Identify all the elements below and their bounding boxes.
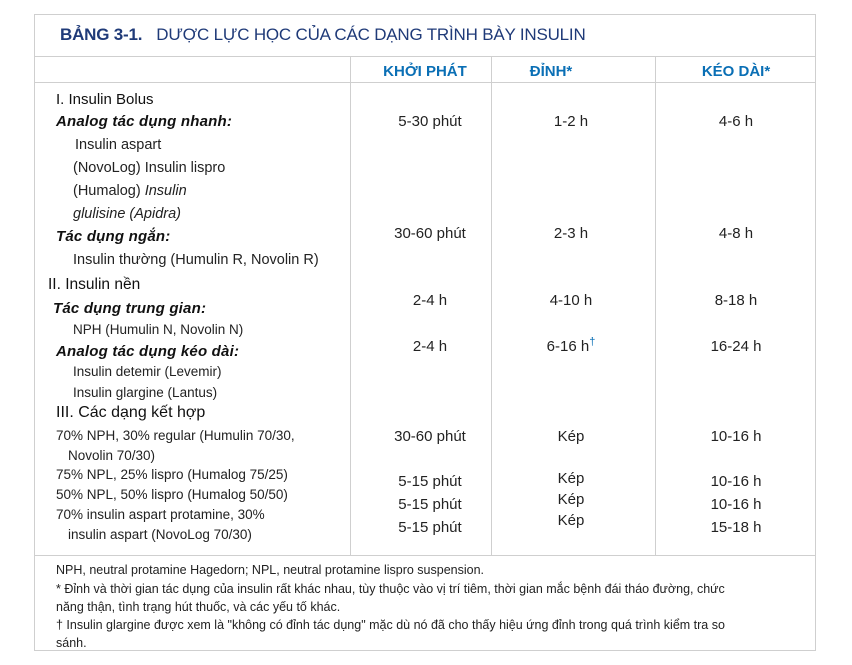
footnote-dagger-line-2: sánh. (56, 636, 87, 650)
long-peak-cell (511, 338, 631, 355)
long-line-1: Insulin detemir (Levemir) (73, 364, 222, 379)
column-divider-1 (350, 57, 351, 555)
header-onset: KHỞI PHÁT (383, 63, 467, 80)
combo-row-3-peak: Kép (557, 491, 585, 508)
combo-row-4-onset: 5-15 phút (398, 519, 462, 536)
rapid-duration: 4-6 h (718, 113, 754, 130)
intermediate-onset: 2-4 h (412, 292, 448, 309)
footnote-star-line-2: năng thận, tình trạng hút thuốc, và các yếu tố khác. (56, 600, 341, 614)
section-combo-heading: III. Các dạng kết hợp (56, 404, 206, 421)
combo-row-2-onset: 5-15 phút (398, 473, 462, 490)
header-duration: KÉO DÀI* (701, 63, 771, 80)
combo-row-4-line-1: 70% insulin aspart protamine, 30% (56, 507, 265, 522)
intermediate-peak: 4-10 h (549, 292, 593, 309)
long-analog-title: Analog tác dụng kéo dài: (56, 343, 240, 360)
long-duration: 16-24 h (710, 338, 762, 355)
short-line-1: Insulin thường (Humulin R, Novolin R) (73, 252, 319, 268)
rapid-line-3 (73, 183, 187, 199)
section-bolus-heading: I. Insulin Bolus (56, 91, 154, 108)
short-acting-title: Tác dụng ngắn: (56, 228, 171, 245)
header-peak: ĐỈNH* (529, 63, 573, 80)
combo-row-2: 75% NPL, 25% lispro (Humalog 75/25) (56, 467, 288, 482)
column-divider-3 (655, 57, 656, 555)
rapid-peak: 1-2 h (553, 113, 589, 130)
footnote-star-line-1: * Đỉnh và thời gian tác dụng của insulin rất khác nhau, tùy thuộc vào vị trí tiêm, thời gian mắc bệnh đái tháo đường, chức (56, 582, 725, 596)
combo-row-1-onset: 30-60 phút (394, 428, 466, 445)
combo-row-1-duration: 10-16 h (710, 428, 762, 445)
short-duration: 4-8 h (718, 225, 754, 242)
footnote-abbreviations: NPH, neutral protamine Hagedorn; NPL, neutral protamine lispro suspension. (56, 563, 485, 577)
section-basal-heading: II. Insulin nền (48, 276, 141, 293)
intermediate-duration: 8-18 h (714, 292, 758, 309)
rapid-analog-title: Analog tác dụng nhanh: (56, 113, 233, 130)
long-onset: 2-4 h (412, 338, 448, 355)
combo-row-2-duration: 10-16 h (710, 473, 762, 490)
long-peak: 6-16 h (546, 338, 590, 355)
footnote-dagger-line-1: † Insulin glargine được xem là "không có đỉnh tác dụng" mặc dù nó đã cho thấy hiệu ứng đỉnh trong quá trình kiểm tra so (56, 618, 725, 632)
rapid-onset: 5-30 phút (398, 113, 462, 130)
rapid-line-2: (NovoLog) Insulin lispro (73, 160, 226, 176)
combo-row-3-duration: 10-16 h (710, 496, 762, 513)
table-title-text: DƯỢC LỰC HỌC CỦA CÁC DẠNG TRÌNH BÀY INSULIN (156, 25, 586, 44)
combo-row-4-duration: 15-18 h (710, 519, 762, 536)
intermediate-line-1: NPH (Humulin N, Novolin N) (73, 322, 244, 337)
combo-row-3: 50% NPL, 50% lispro (Humalog 50/50) (56, 487, 288, 502)
combo-row-1-peak: Kép (557, 428, 585, 445)
short-onset: 30-60 phút (394, 225, 466, 242)
combo-row-4-peak: Kép (557, 512, 585, 529)
column-divider-2 (491, 57, 492, 555)
combo-row-3-onset: 5-15 phút (398, 496, 462, 513)
rapid-line-4: glulisine (Apidra) (73, 206, 181, 222)
intermediate-title: Tác dụng trung gian: (53, 300, 207, 317)
combo-row-1-line-1: 70% NPH, 30% regular (Humulin 70/30, (56, 428, 295, 443)
header-divider (34, 82, 816, 83)
rapid-line-3a: (Humalog) (73, 183, 145, 199)
long-line-2: Insulin glargine (Lantus) (73, 385, 218, 400)
combo-row-1-line-2: Novolin 70/30) (68, 448, 156, 463)
combo-row-2-peak: Kép (557, 470, 585, 487)
table-title (60, 25, 586, 45)
rapid-line-1: Insulin aspart (75, 137, 162, 153)
footnote-divider (34, 555, 816, 556)
short-peak: 2-3 h (553, 225, 589, 242)
combo-row-4-line-2: insulin aspart (NovoLog 70/30) (68, 527, 252, 542)
rapid-line-3b: Insulin (144, 183, 187, 199)
dagger-mark: † (589, 336, 596, 348)
table-number: BẢNG 3-1. (60, 25, 143, 44)
